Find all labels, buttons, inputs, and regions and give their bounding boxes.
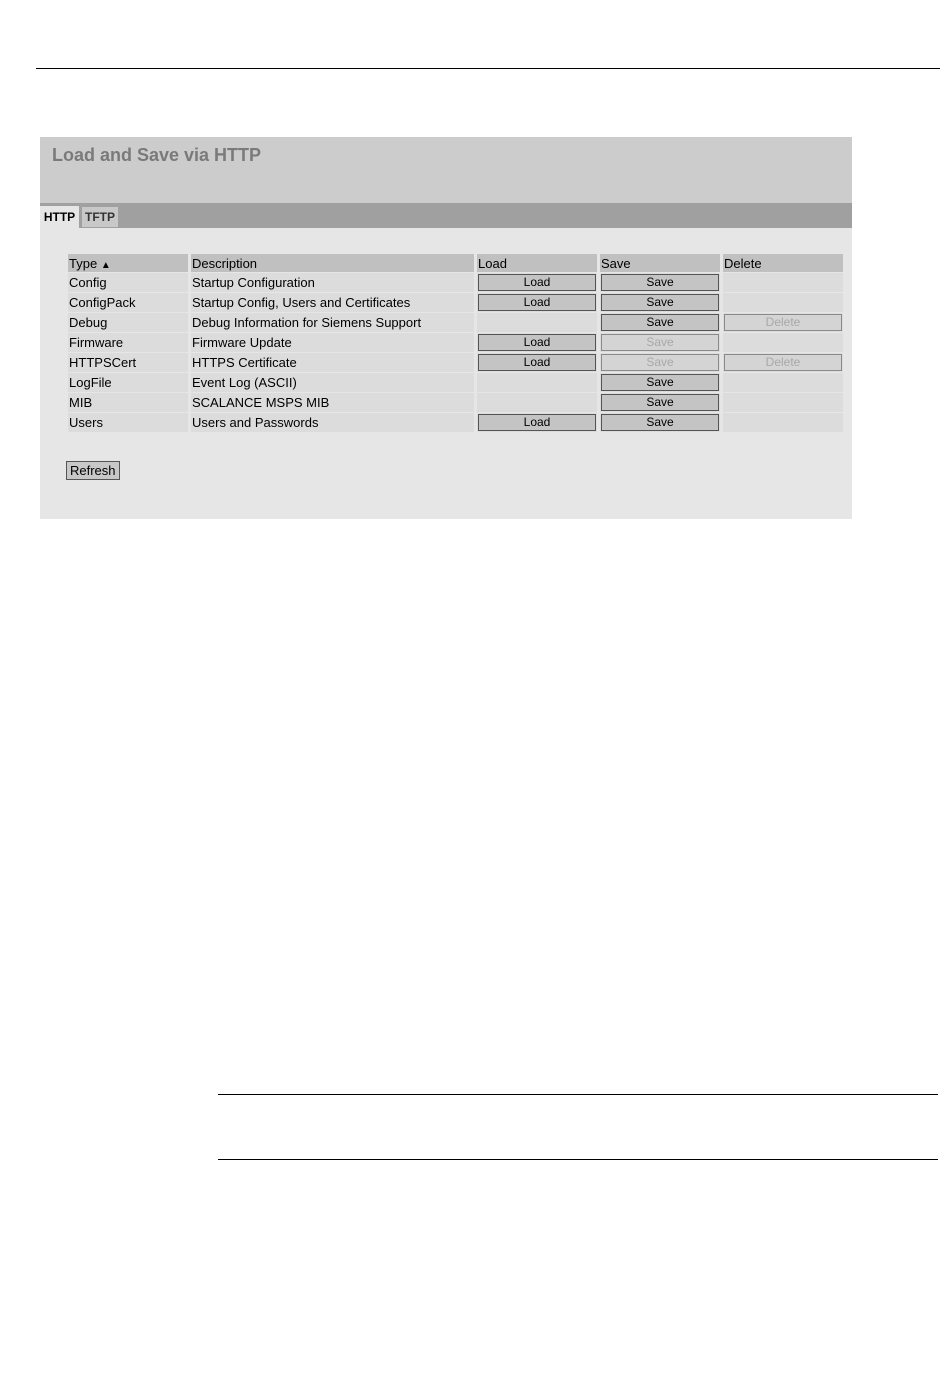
panel-header: [40, 137, 852, 203]
cell-description: Debug Information for Siemens Support: [191, 313, 474, 332]
cell-save: [600, 413, 720, 432]
note-bottom-rule: [218, 1159, 938, 1160]
cell-save: [600, 333, 720, 352]
column-header-description: Description: [191, 254, 474, 272]
load-button[interactable]: Load: [478, 274, 596, 291]
save-button[interactable]: Save: [601, 414, 719, 431]
tab-http[interactable]: HTTP: [40, 206, 79, 228]
save-button[interactable]: Save: [601, 274, 719, 291]
cell-type: ConfigPack: [68, 293, 188, 312]
cell-save: [600, 273, 720, 292]
save-button: Save: [601, 354, 719, 371]
cell-load: [477, 333, 597, 352]
table-row: [68, 373, 843, 392]
page-top-rule: [36, 68, 940, 69]
cell-delete: [723, 413, 843, 432]
cell-load: [477, 373, 597, 392]
table-row: [68, 333, 843, 352]
cell-save: [600, 313, 720, 332]
delete-button: Delete: [724, 314, 842, 331]
column-header-save: Save: [600, 254, 720, 272]
table-row: [68, 293, 843, 312]
table-body: [68, 273, 843, 432]
cell-delete: [723, 293, 843, 312]
cell-save: [600, 373, 720, 392]
cell-load: [477, 313, 597, 332]
cell-description: Startup Configuration: [191, 273, 474, 292]
table-row: [68, 413, 843, 432]
load-button[interactable]: Load: [478, 294, 596, 311]
save-button[interactable]: Save: [601, 394, 719, 411]
cell-delete: [723, 273, 843, 292]
cell-type: Debug: [68, 313, 188, 332]
column-header-type[interactable]: [68, 254, 188, 272]
cell-description: Firmware Update: [191, 333, 474, 352]
cell-delete: [723, 353, 843, 372]
load-button[interactable]: Load: [478, 334, 596, 351]
cell-delete: [723, 373, 843, 392]
cell-type: Firmware: [68, 333, 188, 352]
cell-description: Event Log (ASCII): [191, 373, 474, 392]
sort-ascending-icon: ▲: [100, 259, 111, 271]
note-top-rule: [218, 1094, 938, 1095]
cell-type: Users: [68, 413, 188, 432]
cell-load: [477, 293, 597, 312]
save-button[interactable]: Save: [601, 294, 719, 311]
cell-type: Config: [68, 273, 188, 292]
tab-bar: [40, 203, 852, 228]
cell-type: LogFile: [68, 373, 188, 392]
save-button[interactable]: Save: [601, 314, 719, 331]
page-title: Load and Save via HTTP: [52, 145, 262, 165]
cell-load: [477, 273, 597, 292]
cell-load: [477, 393, 597, 412]
cell-save: [600, 353, 720, 372]
load-button[interactable]: Load: [478, 354, 596, 371]
cell-delete: [723, 393, 843, 412]
save-button[interactable]: Save: [601, 374, 719, 391]
save-button: Save: [601, 334, 719, 351]
files-table: [65, 253, 846, 433]
load-save-panel: [40, 137, 852, 519]
column-header-type-label: Type: [69, 255, 98, 271]
cell-description: SCALANCE MSPS MIB: [191, 393, 474, 412]
cell-save: [600, 293, 720, 312]
cell-load: [477, 353, 597, 372]
table-row: [68, 273, 843, 292]
tab-tftp[interactable]: TFTP: [82, 207, 118, 227]
cell-description: Users and Passwords: [191, 413, 474, 432]
table-header-row: [68, 254, 843, 272]
delete-button: Delete: [724, 354, 842, 371]
cell-load: [477, 413, 597, 432]
cell-type: HTTPSCert: [68, 353, 188, 372]
refresh-button[interactable]: Refresh: [66, 461, 120, 480]
cell-description: Startup Config, Users and Certificates: [191, 293, 474, 312]
table-row: [68, 353, 843, 372]
table-row: [68, 313, 843, 332]
cell-delete: [723, 313, 843, 332]
column-header-load: Load: [477, 254, 597, 272]
cell-description: HTTPS Certificate: [191, 353, 474, 372]
cell-delete: [723, 333, 843, 352]
cell-save: [600, 393, 720, 412]
cell-type: MIB: [68, 393, 188, 412]
table-row: [68, 393, 843, 412]
column-header-delete: Delete: [723, 254, 843, 272]
load-button[interactable]: Load: [478, 414, 596, 431]
